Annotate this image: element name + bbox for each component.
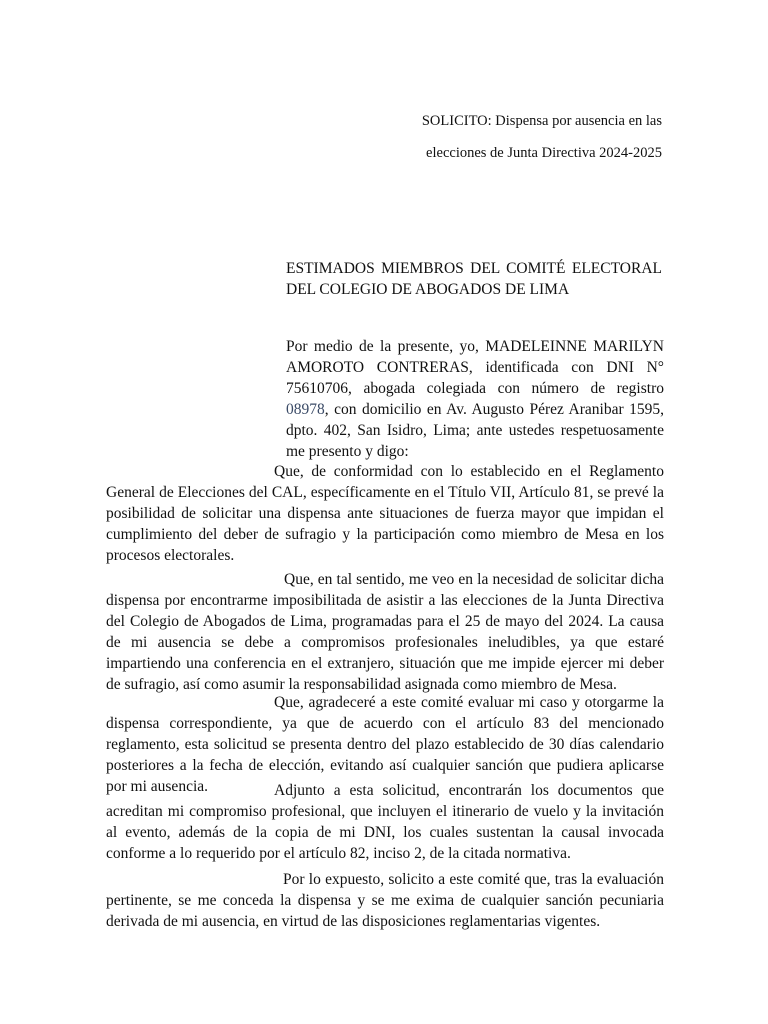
subject-label: SOLICITO: bbox=[421, 113, 492, 129]
subject-line-1 bbox=[340, 111, 662, 131]
intro-paragraph bbox=[286, 336, 664, 462]
intro-text-b: , con domicilio en Av. Augusto Pérez Aranibar 1595, dpto. 402, San Isidro, Lima; ante ustedes respetuosamente me presento y digo: bbox=[286, 401, 664, 460]
paragraph-text: Que, en tal sentido, me veo en la necesidad de solicitar dicha dispensa por encontrarme imposibilitada de asistir a las elecciones de la Junta Directiva del Colegio de Abogados de Lima, programadas para el 25 de mayo del 2024. La causa de mi ausencia se debe a compromisos profesionales ineludibles, ya que estaré impartiendo una conferencia en el extranjero, situación que me impide ejercer mi deber de sufragio, así como asumir la responsabilidad asignada como miembro de Mesa. bbox=[106, 571, 664, 693]
paragraph-text: Adjunto a esta solicitud, encontrarán los documentos que acreditan mi compromiso profesional, que incluyen el itinerario de vuelo y la invitación al evento, además de la copia de mi DNI, los cuales sustentan la causal invocada conforme a lo requerido por el artículo 82, inciso 2, de la citada normativa. bbox=[106, 782, 664, 862]
body-paragraph-1 bbox=[106, 461, 664, 566]
paragraph-text: Que, de conformidad con lo establecido en el Reglamento General de Elecciones del CAL, específicamente en el Título VII, Artículo 81, se prevé la posibilidad de solicitar una dispensa ante situaciones de fuerza mayor que impidan el cumplimiento del deber de sufragio y la participación como miembro de Mesa en los procesos electorales. bbox=[106, 463, 664, 564]
intro-text-a: Por medio de la presente, yo, MADELEINNE MARILYN AMOROTO CONTRERAS, identificada con DNI N° 75610706, abogada colegiada con número de registro bbox=[286, 338, 664, 397]
paragraph-text: Por lo expuesto, solicito a este comité que, tras la evaluación pertinente, se me conceda la dispensa y se me exima de cualquier sanción pecuniaria derivada de mi ausencia, en virtud de las disposiciones reglamentarias vigentes. bbox=[106, 871, 664, 930]
registration-number: 08978 bbox=[286, 401, 325, 418]
body-paragraph-5 bbox=[106, 869, 664, 932]
paragraph-text: Que, agradeceré a este comité evaluar mi caso y otorgarme la dispensa correspondiente, ya que de acuerdo con el artículo 83 del mencionado reglamento, esta solicitud se presenta dentro del plazo establecido de 30 días calendario posteriores a la fecha de elección, evitando así cualquier sanción que pudiera aplicarse por mi ausencia. bbox=[106, 694, 664, 795]
body-paragraph-2 bbox=[106, 569, 664, 695]
subject-text-1: Dispensa por ausencia en las bbox=[491, 113, 662, 129]
addressee-line-1: ESTIMADOS MIEMBROS DEL COMITÉ ELECTORAL bbox=[286, 260, 662, 277]
subject-line-2: elecciones de Junta Directiva 2024-2025 bbox=[426, 145, 662, 161]
body-paragraph-4 bbox=[106, 780, 664, 864]
addressee-block bbox=[286, 258, 662, 300]
addressee-line-2: DEL COLEGIO DE ABOGADOS DE LIMA bbox=[286, 281, 570, 298]
